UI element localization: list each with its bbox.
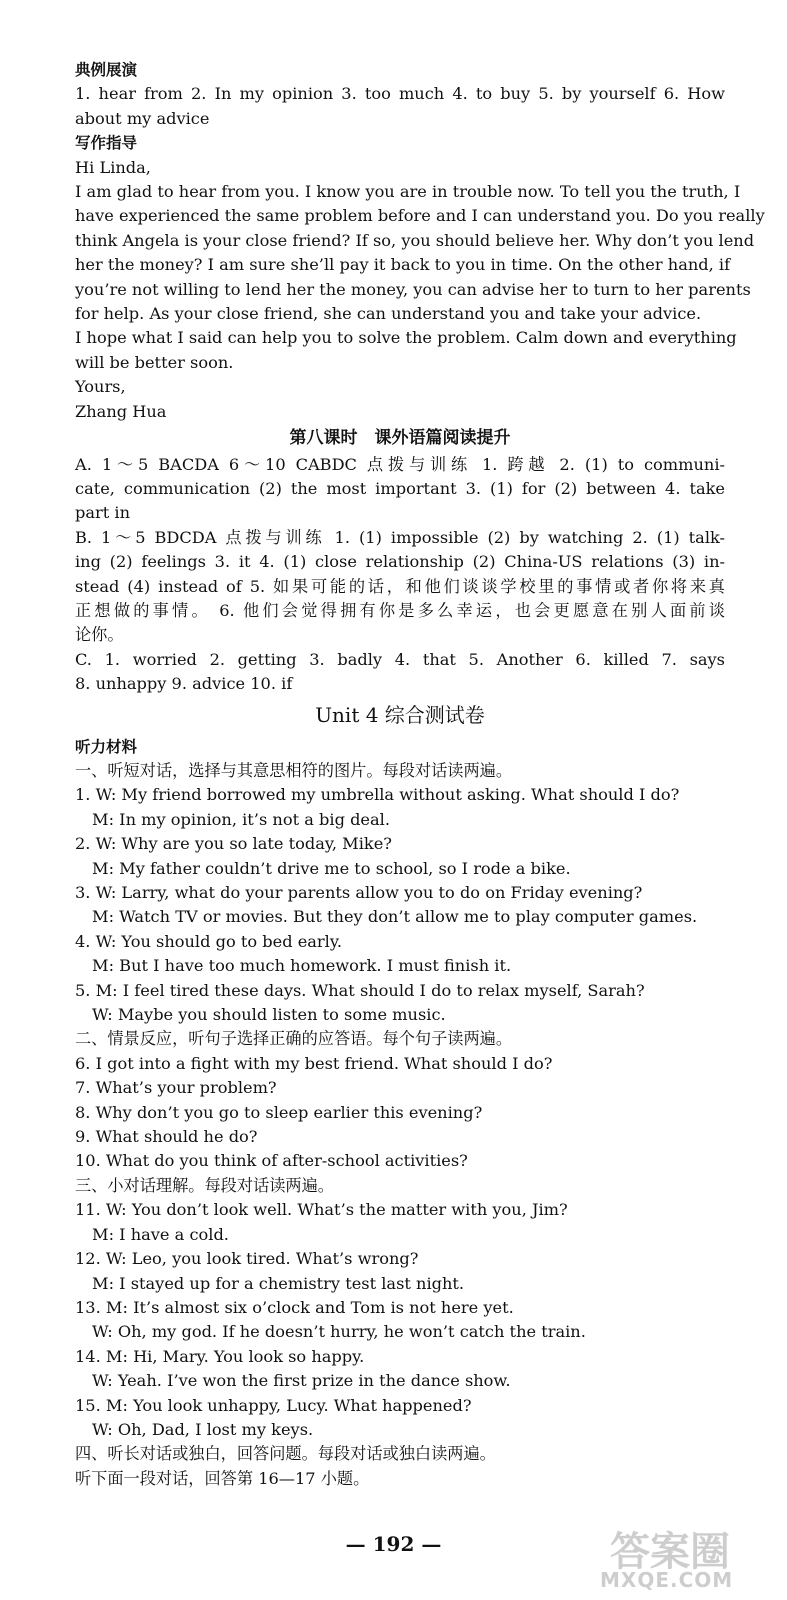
text-line: 1. hear from 2. In my opinion 3. too much 4. to buy 5. by yourself 6. How xyxy=(75,84,725,104)
text-line: W: Oh, Dad, I lost my keys. xyxy=(92,1419,314,1439)
text-line: 四、听长对话或独白，回答问题。每段对话或独白读两遍。 xyxy=(75,1444,496,1464)
watermark-cn: 答案圈 xyxy=(610,1529,730,1575)
page-number: — 192 — xyxy=(345,1532,442,1556)
text-line: 2. W: Why are you so late today, Mike? xyxy=(75,834,392,854)
text-line: 正想做的事情。 6. 他们会觉得拥有你是多么幸运，也会更愿意在别人面前谈 xyxy=(75,600,725,620)
text-line: 8. unhappy 9. advice 10. if xyxy=(75,674,293,694)
text-line: 三、小对话理解。每段对话读两遍。 xyxy=(75,1175,334,1195)
text-line: you’re not willing to lend her the money, you can advise her to turn to her parents xyxy=(75,279,751,299)
text-line: 13. M: It’s almost six o’clock and Tom is not here yet. xyxy=(75,1297,514,1317)
text-line: ing (2) feelings 3. it 4. (1) close relationship (2) China-US relations (3) in- xyxy=(75,552,725,572)
text-line: will be better soon. xyxy=(75,352,234,372)
writing-heading: 写作指导 xyxy=(75,134,138,153)
text-line: think Angela is your close friend? If so, you should believe her. Why don’t you lend xyxy=(75,230,755,250)
listening-material xyxy=(75,759,725,1491)
lesson8-title: 第八课时 课外语篇阅读提升 xyxy=(289,428,511,449)
text-line: Hi Linda, xyxy=(75,157,151,177)
text-line: 15. M: You look unhappy, Lucy. What happened? xyxy=(75,1395,472,1415)
text-line: 听下面一段对话，回答第 16—17 小题。 xyxy=(75,1468,370,1488)
text-line: 6. I got into a fight with my best friend. What should I do? xyxy=(75,1053,553,1073)
example-answers xyxy=(75,82,725,131)
text-line: for help. As your close friend, she can understand you and take your advice. xyxy=(75,304,702,324)
text-line: 12. W: Leo, you look tired. What’s wrong? xyxy=(75,1249,419,1269)
text-line: 1. W: My friend borrowed my umbrella without asking. What should I do? xyxy=(75,785,680,805)
text-line: 5. M: I feel tired these days. What should I do to relax myself, Sarah? xyxy=(75,980,645,1000)
text-line: her the money? I am sure she’ll pay it back to you in time. On the other hand, if xyxy=(75,255,731,275)
text-line: M: In my opinion, it’s not a big deal. xyxy=(92,809,390,829)
text-line: M: I stayed up for a chemistry test last night. xyxy=(92,1273,465,1293)
lesson8-answers xyxy=(75,453,725,697)
text-line: 二、情景反应，听句子选择正确的应答语。每个句子读两遍。 xyxy=(75,1029,513,1049)
text-line: M: My father couldn’t drive me to school, so I rode a bike. xyxy=(92,858,571,878)
sample-letter xyxy=(75,156,765,424)
text-line: W: Maybe you should listen to some music. xyxy=(92,1005,446,1025)
text-line: 论你。 xyxy=(75,625,124,645)
text-line: 8. Why don’t you go to sleep earlier this evening? xyxy=(75,1102,483,1122)
text-line: M: But I have too much homework. I must finish it. xyxy=(92,956,512,976)
text-line: 7. What’s your problem? xyxy=(75,1078,277,1098)
unit4-title: Unit 4 综合测试卷 xyxy=(315,702,485,727)
listening-heading: 听力材料 xyxy=(75,737,138,756)
text-line: cate, communication (2) the most important 3. (1) for (2) between 4. take xyxy=(75,478,725,498)
text-line: I am glad to hear from you. I know you are in trouble now. To tell you the truth, I xyxy=(75,182,741,202)
text-line: 3. W: Larry, what do your parents allow you to do on Friday evening? xyxy=(75,883,643,902)
text-line: 14. M: Hi, Mary. You look so happy. xyxy=(75,1346,365,1366)
text-line: M: Watch TV or movies. But they don’t allow me to play computer games. xyxy=(92,907,698,927)
example-heading: 典例展演 xyxy=(75,61,138,79)
text-line: C. 1. worried 2. getting 3. badly 4. that 5. Another 6. killed 7. says xyxy=(75,649,725,669)
text-line: 4. W: You should go to bed early. xyxy=(75,931,342,951)
text-line: about my advice xyxy=(75,108,210,128)
text-line: 11. W: You don’t look well. What’s the matter with you, Jim? xyxy=(75,1200,568,1220)
text-line: part in xyxy=(75,503,131,523)
text-line: W: Yeah. I’ve won the first prize in the dance show. xyxy=(92,1371,511,1391)
watermark-text: MXQE.COM xyxy=(600,1568,734,1592)
text-line: B. 1～5 BDCDA 点拨与训练 1. (1) impossible (2) by watching 2. (1) talk- xyxy=(75,527,725,547)
page-content xyxy=(75,58,765,1491)
text-line: A. 1～5 BACDA 6～10 CABDC 点拨与训练 1. 跨越 2. (1) to communi- xyxy=(75,454,725,474)
watermark-logo xyxy=(600,1520,775,1592)
text-line: 10. What do you think of after-school activities? xyxy=(75,1151,468,1171)
text-line: W: Oh, my god. If he doesn’t hurry, he won’t catch the train. xyxy=(92,1322,586,1342)
text-line: M: I have a cold. xyxy=(92,1224,229,1244)
text-line: 9. What should he do? xyxy=(75,1127,258,1147)
text-line: stead (4) instead of 5. 如果可能的话，和他们谈谈学校里的事情或者你将来真 xyxy=(75,576,725,596)
text-line: have experienced the same problem before and I can understand you. Do you really xyxy=(75,206,765,226)
text-line: I hope what I said can help you to solve the problem. Calm down and everything xyxy=(75,328,737,348)
text-line: 一、听短对话，选择与其意思相符的图片。每段对话读两遍。 xyxy=(75,760,513,780)
text-line: Zhang Hua xyxy=(75,401,167,421)
text-line: Yours, xyxy=(75,377,126,397)
